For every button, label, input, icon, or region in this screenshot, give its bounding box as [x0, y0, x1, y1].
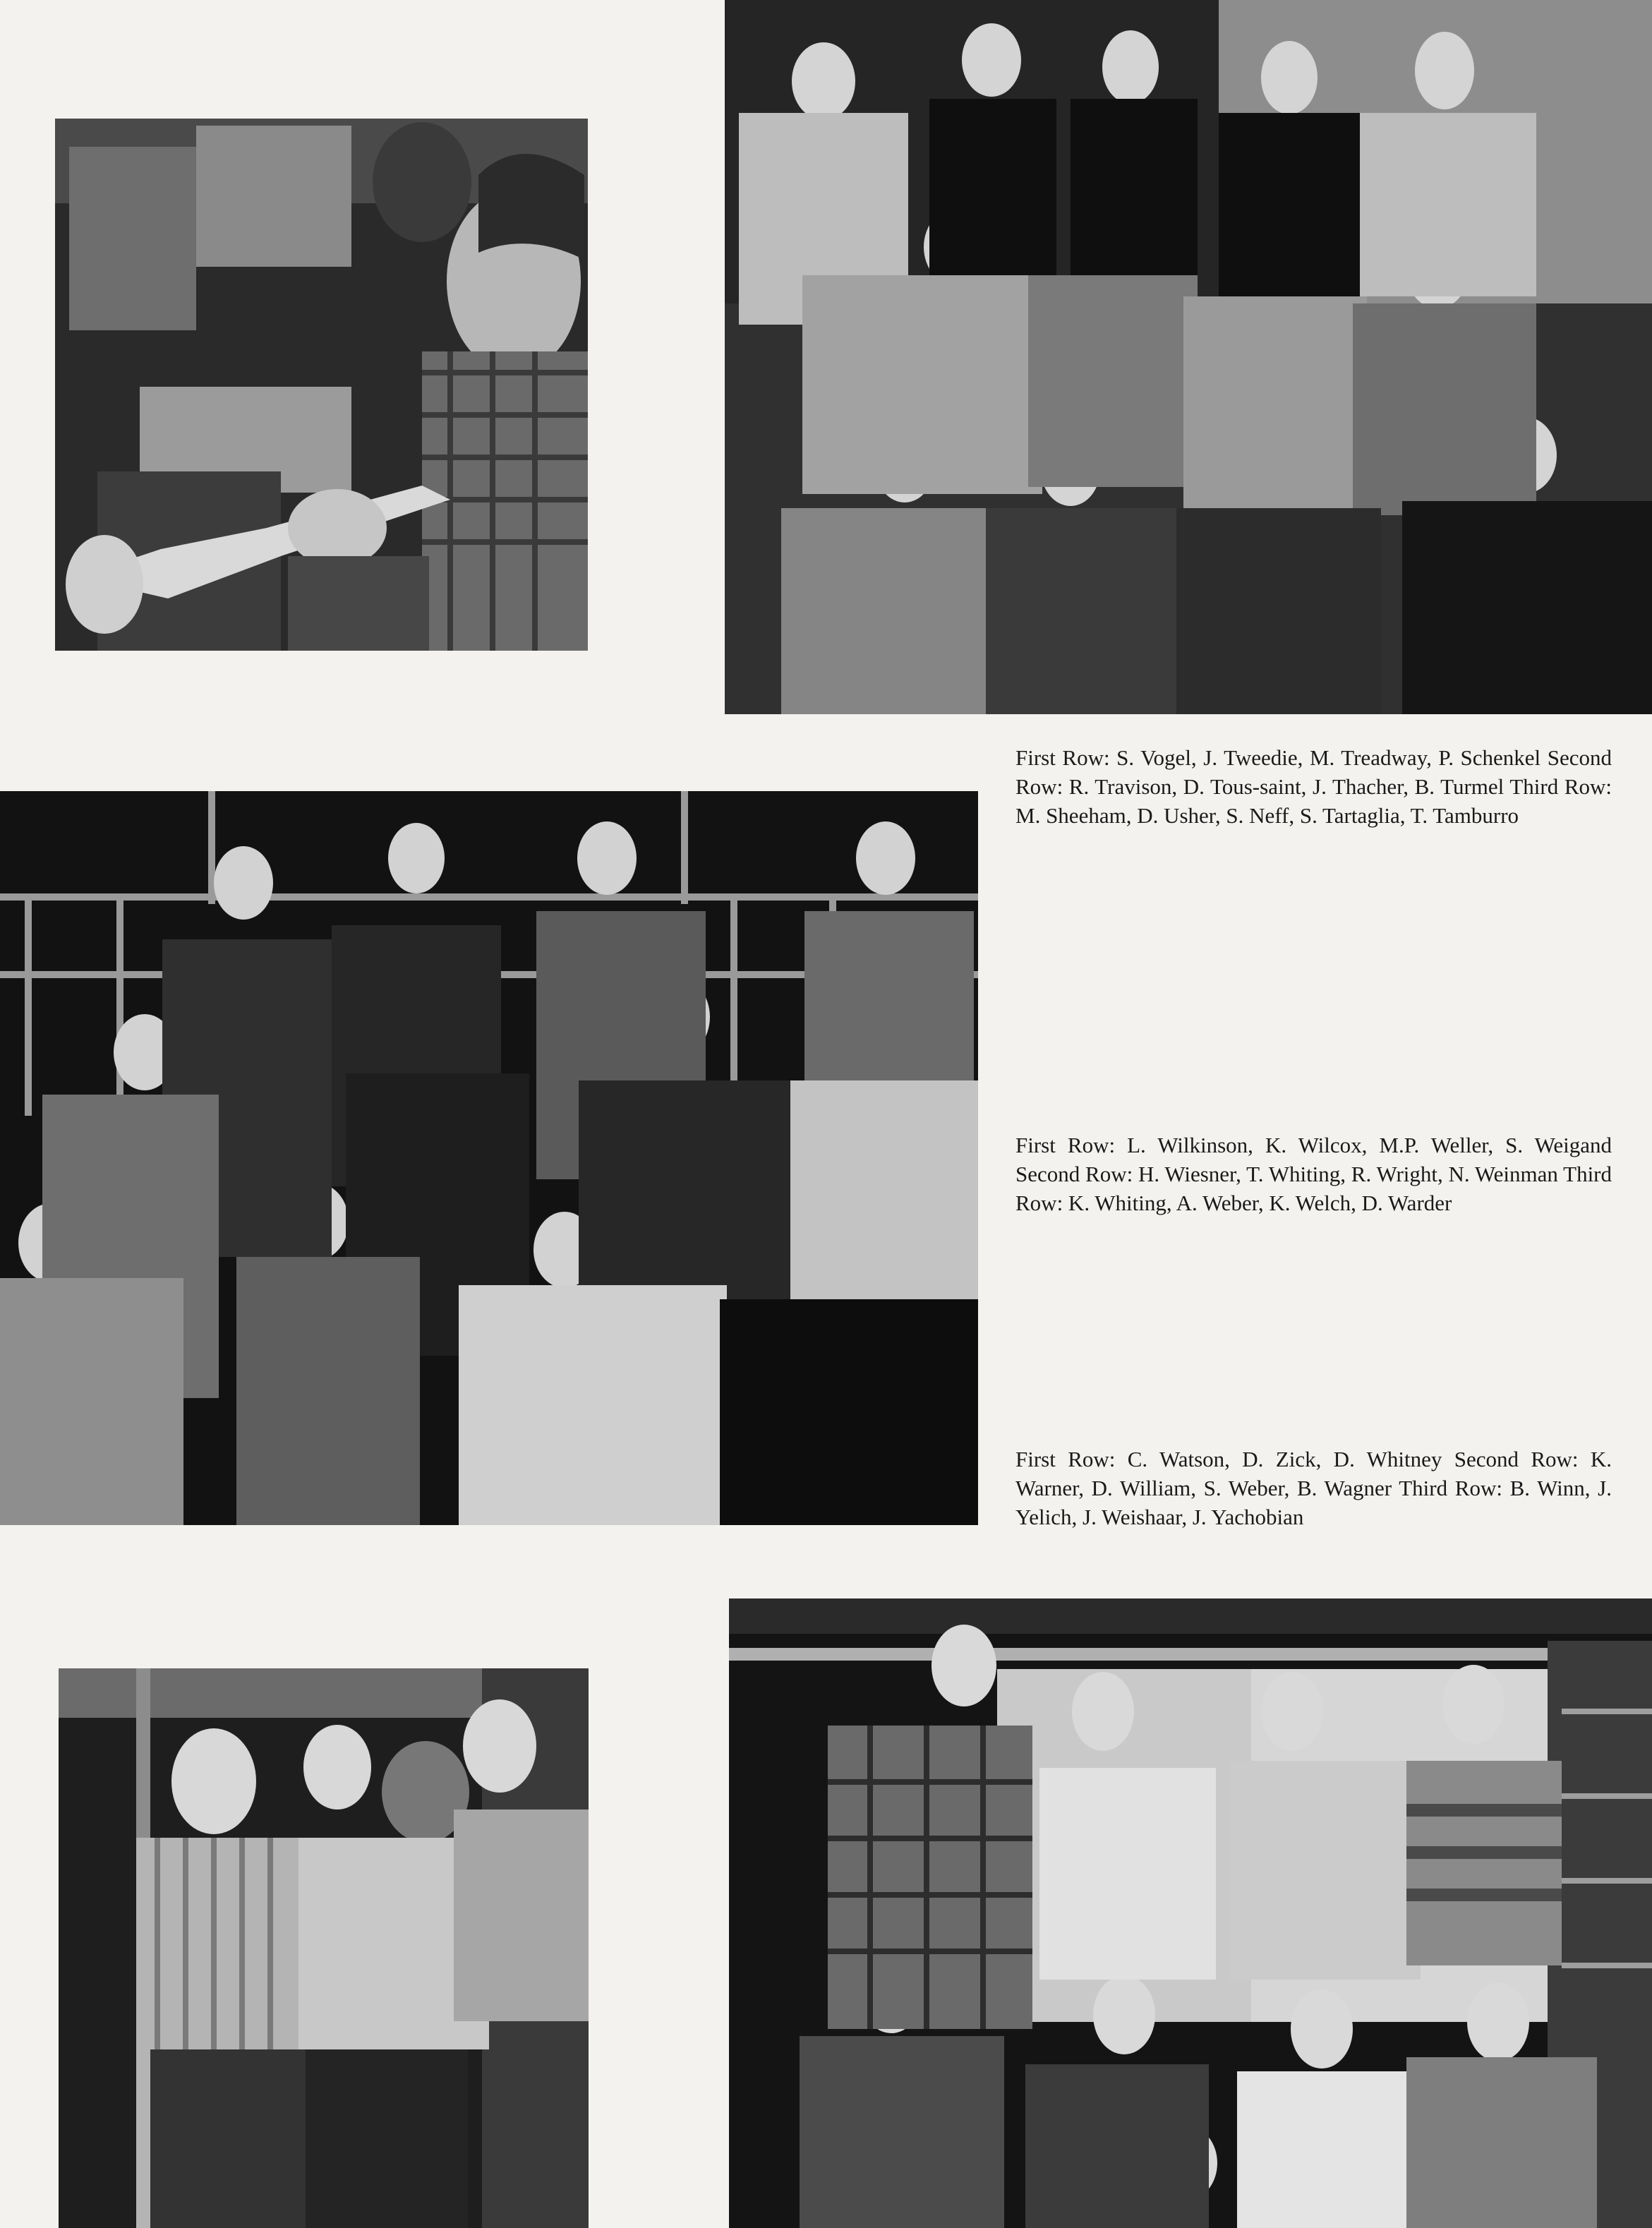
caption-top-right-group: First Row: S. Vogel, J. Tweedie, M. Treadway, P. Schenkel Second Row: R. Travison, D. Tous-saint, J. Thacher, B. Turmel Third Row: M. Sheeham, D. Usher, S. Neff, S. Tartaglia, T. Tamburro	[1015, 745, 1612, 828]
group-photo-middle-image	[0, 791, 978, 1525]
candid-photo-bottom-left	[59, 1668, 589, 2228]
trumpet-player-image	[55, 119, 588, 651]
group-photo-top-right-image	[725, 0, 1652, 714]
group-photo-top-right	[725, 0, 1652, 714]
caption-middle-group: First Row: L. Wilkinson, K. Wilcox, M.P. Weller, S. Weigand Second Row: H. Wiesner, T. Whiting, R. Wright, N. Weinman Third Row: K. Whiting, A. Weber, K. Welch, D. Warder	[1015, 1133, 1612, 1215]
group-photo-middle	[0, 791, 978, 1525]
caption-bottom-right-group: First Row: C. Watson, D. Zick, D. Whitney Second Row: K. Warner, D. William, S. Weber, B. Wagner Third Row: B. Winn, J. Yelich, J. Weishaar, J. Yachobian	[1015, 1447, 1612, 1529]
group-photo-bottom-right-image	[729, 1598, 1652, 2228]
candid-photo-bottom-left-image	[59, 1668, 589, 2228]
group-photo-bottom-right	[729, 1598, 1652, 2228]
trumpet-player-photo	[55, 119, 588, 651]
